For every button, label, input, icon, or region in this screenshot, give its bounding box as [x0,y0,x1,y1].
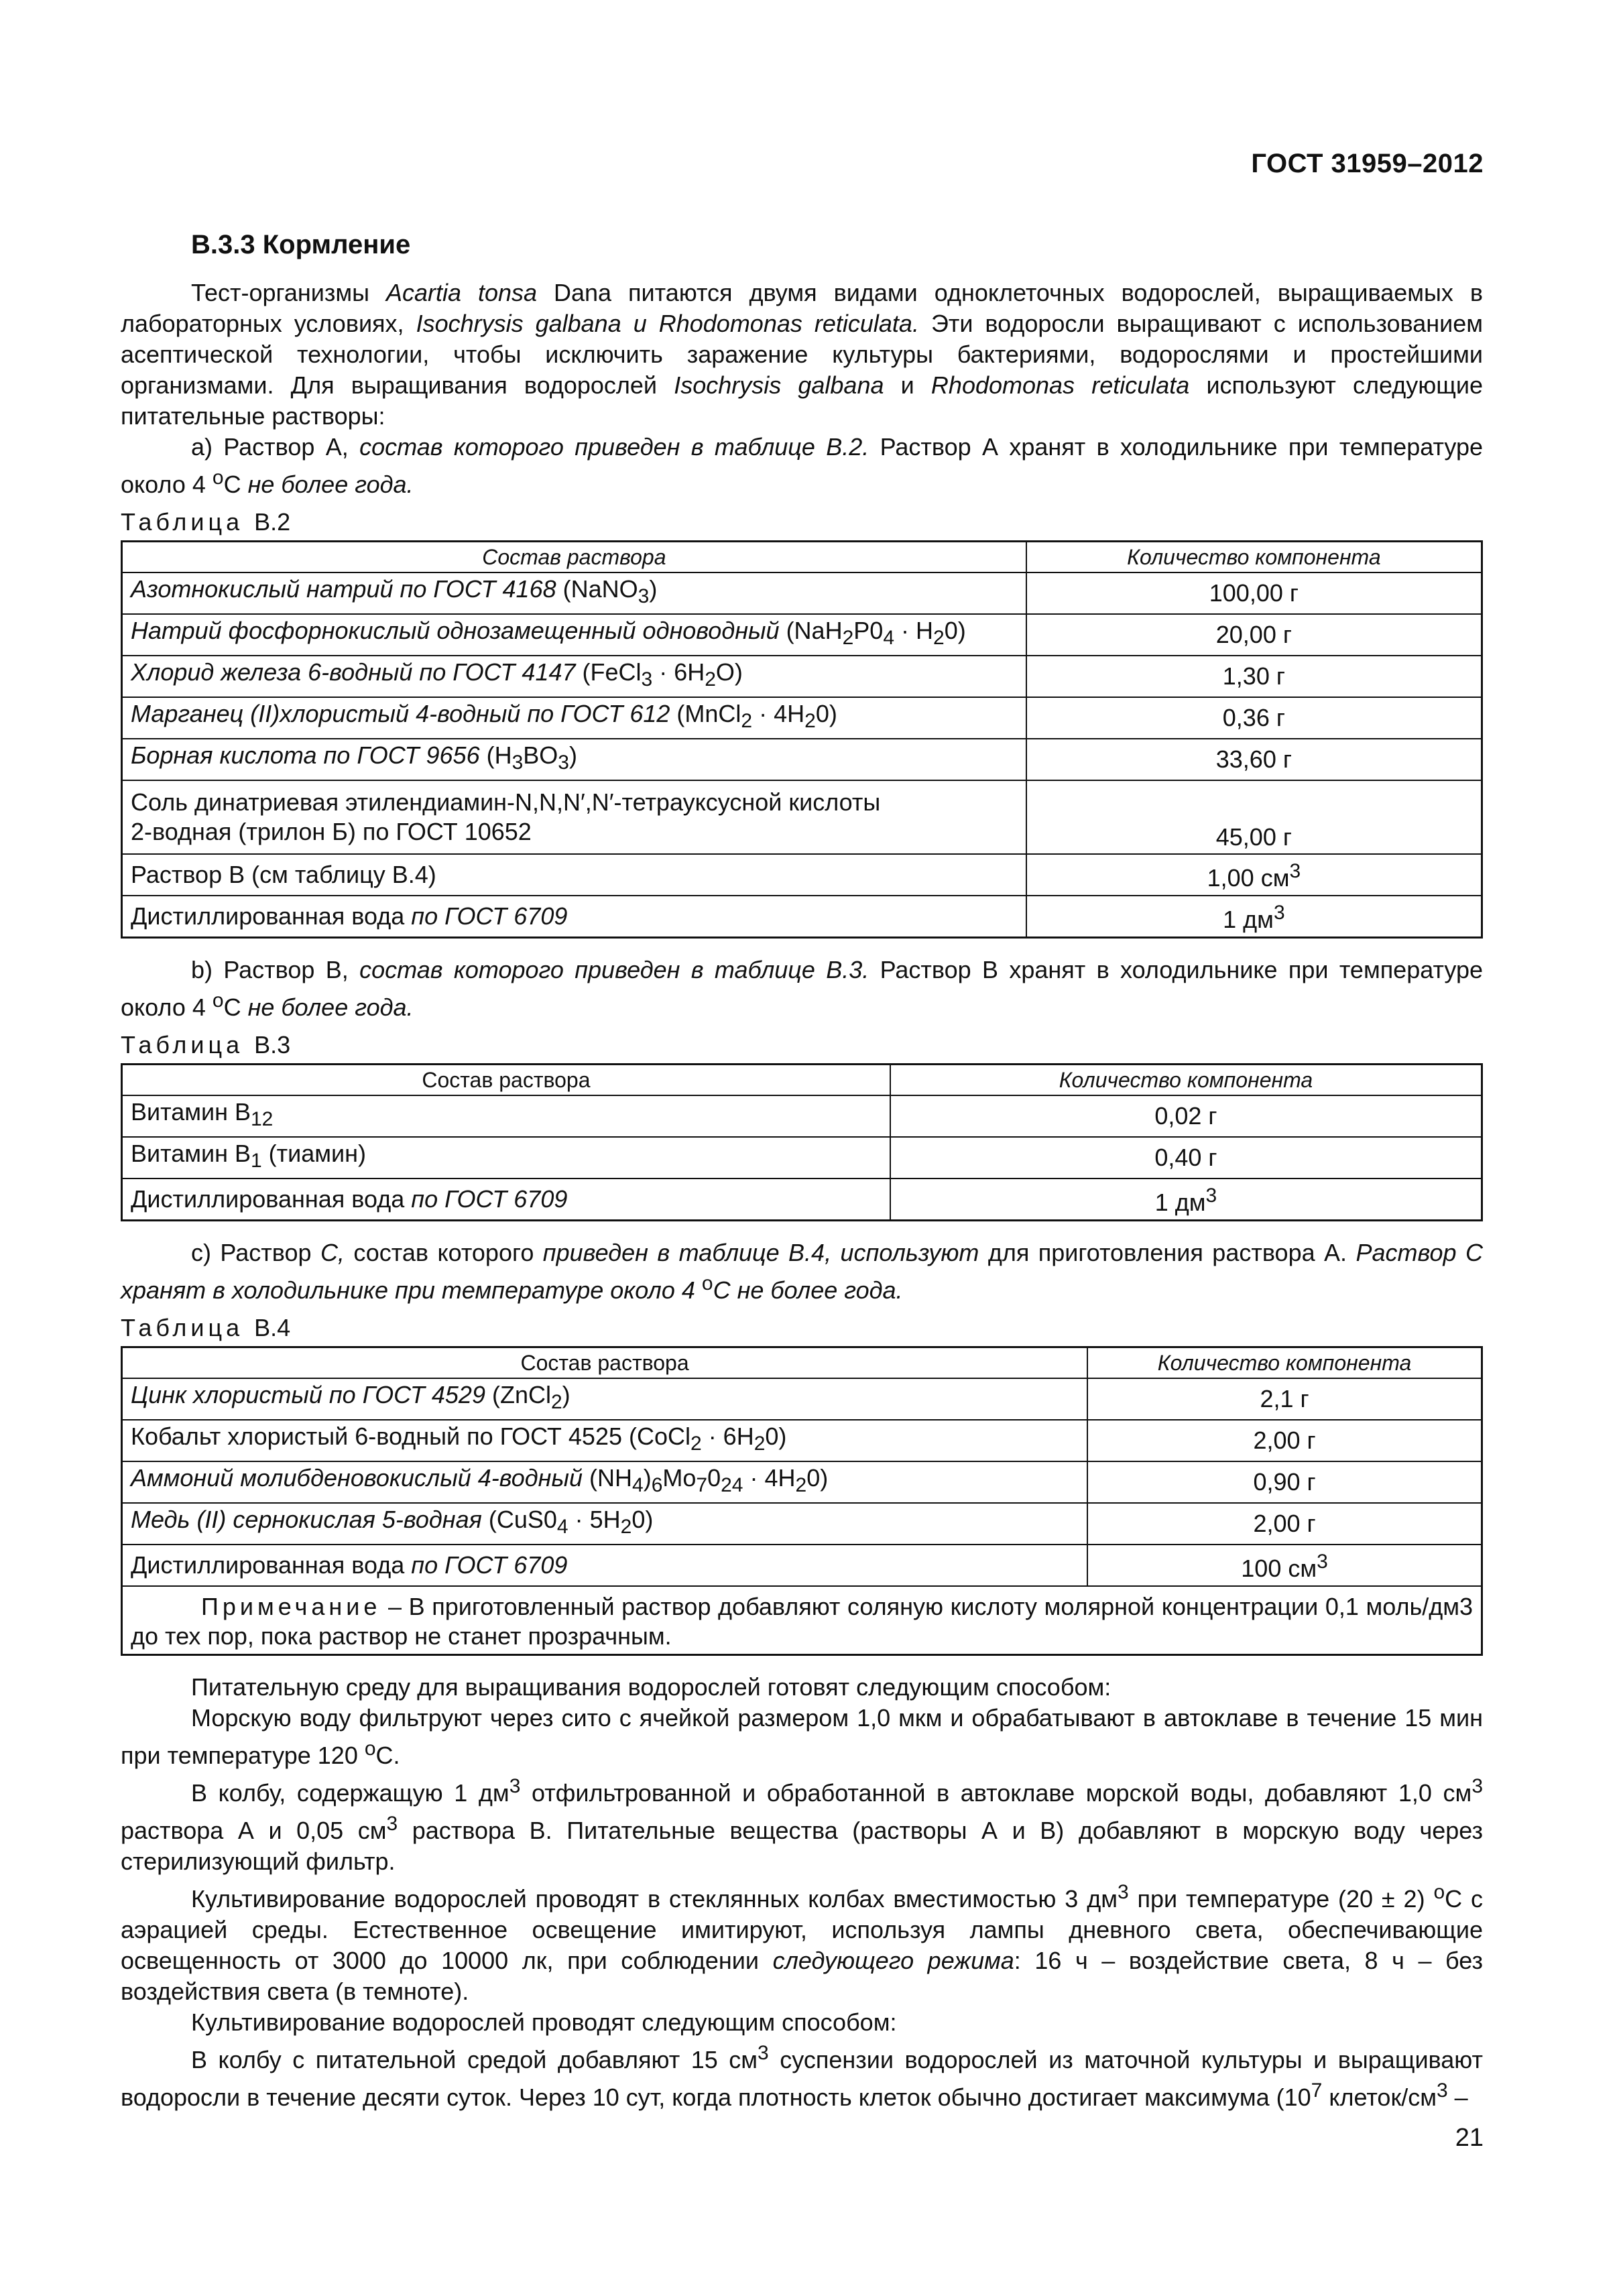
component-name: Хлорид железа 6-водный по ГОСТ 4147 [131,658,576,686]
column-header: Состав раствора [122,1347,1088,1379]
text: С с аэрацией среды. Естественное освещение имитируют, используя лампы дневного света, обеспечивающие освещенность от 3000 до 10000 лк, при соблюдении [121,1885,1483,1974]
text-italic: С не более года. [713,1276,903,1304]
text: при температуре (20 ± 2) [1128,1885,1434,1913]
table-row [122,854,1482,896]
formula: 0) [815,700,837,728]
intro-paragraph [121,278,1483,432]
algae-names: Isochrysis galbana и Rhodomonas reticulata. [416,310,919,337]
formula-sub: 2 [705,668,716,691]
formula-sub: 12 [250,1108,274,1131]
component-name: Дистиллированная вода [131,902,412,930]
text-italic: С, [320,1239,345,1266]
column-header: Состав раствора [122,1065,890,1096]
intro-text: Эти водоросли выращивают с использованием асептической технологии, чтобы исключить заражение культуры бактериями, водорослями и простейшими организмами. Для выращивания водорослей [121,310,1483,399]
table-header-row [122,1065,1482,1096]
amount-cell: 2,00 г [1087,1420,1482,1461]
formula: (H [479,741,512,770]
component-cell [122,780,1026,854]
caption-number: В.4 [254,1314,291,1341]
text-italic: не более года. [247,471,414,498]
formula-sub: 4 [632,1474,644,1497]
table-row [122,739,1482,780]
formula-sub: 2 [620,1516,632,1538]
table-note-row [122,1586,1482,1655]
formula: (MnCl [670,700,741,728]
formula: BO [523,741,558,770]
text: Раствор А хранят в холодильнике при температуре около 4 [121,433,1483,498]
component-cell [122,1545,1088,1586]
amount-cell: 45,00 г [1026,780,1482,854]
formula-sub: 2 [933,627,945,650]
table-row [122,1461,1482,1503]
component-name: Аммоний молибденовокислый 4-водный [131,1464,583,1492]
algae-name: Rhodomonas reticulata [930,371,1190,399]
component-name: Дистиллированная вода [131,1551,412,1579]
body-paragraph: Культивирование водорослей проводят следующим способом: [191,2008,897,2036]
component-name: Витамин B [131,1140,251,1168]
text-italic: не более года. [247,993,414,1021]
text: : 16 ч – воздействие света, 8 ч – без воздействия света (в темноте). [121,1947,1483,2005]
table-row [122,697,1482,739]
component-cell [122,739,1026,780]
degree-mark: o [701,1272,713,1294]
component-cell [122,614,1026,656]
formula-sub: 3 [558,751,569,774]
exponent: 7 [1311,2079,1323,2102]
amount-cell [1026,896,1482,938]
text: В колбу, содержащую 1 дм [191,1779,509,1807]
component-name: Марганец (II)хлористый 4-водный по ГОСТ 612 [131,700,670,728]
unit-sup: 3 [1317,1551,1328,1573]
unit-sup: 3 [509,1775,521,1797]
component-cell [122,1503,1088,1545]
formula-sub: 2 [754,1433,766,1455]
standard-ref: по ГОСТ 6709 [411,1185,568,1213]
column-header: Количество компонента [1026,542,1482,573]
unit-sup: 3 [1471,1775,1483,1797]
amount-cell [1026,854,1482,896]
degree-mark: o [212,989,224,1012]
body-paragraph: Питательную среду для выращивания водорослей готовят следующим способом: [191,1673,1111,1701]
formula: O) [715,658,743,686]
formula: 0) [944,617,966,645]
text: Морскую воду фильтруют через сито с ячейкой размером 1,0 мкм и обрабатывают в автоклаве в течение 15 мин при температуре 120 [121,1704,1483,1769]
amount-value: 100 см [1241,1555,1317,1582]
note-text: – В приготовленный раствор добавляют соляную кислоту молярной концентрации 0,1 моль/дм3 до тех пор, пока раствор не станет прозрачным. [131,1593,1473,1650]
component-name: Кобальт хлористый 6-водный по ГОСТ 4525 (CoCl [131,1423,690,1451]
component-name: Медь (II) сернокислая 5-водная [131,1506,482,1534]
text: для приготовления раствора А. [979,1239,1356,1266]
amount-cell [890,1179,1482,1221]
unit-sup: 3 [1117,1881,1129,1903]
formula-sub: 6 [651,1474,663,1497]
formula-sub: 3 [638,585,650,608]
formula: (NH [583,1464,632,1492]
component-cell: Раствор В (см таблицу В.4) [122,854,1026,896]
table-caption [121,1313,1483,1343]
component-name: Азотнокислый натрий по ГОСТ 4168 [131,575,556,603]
component-cell [122,1420,1088,1461]
caption-label: Таблица [121,1031,244,1059]
formula: · 4H [752,700,805,728]
component-name: Натрий фосфорнокислый однозамещенный одноводный [131,617,780,645]
column-header: Количество компонента [1087,1347,1482,1379]
caption-number: В.3 [254,1031,291,1059]
degree-mark: o [1433,1881,1445,1903]
amount-cell: 2,1 г [1087,1378,1482,1420]
unit-sup: 3 [1205,1185,1217,1207]
table-header-row [122,1347,1482,1379]
amount-cell: 0,02 г [890,1095,1482,1137]
text-italic: состав которого приведен в таблице В.3. [359,956,869,983]
text-italic: следующего режима [772,1947,1014,1974]
degree-mark: o [364,1738,376,1760]
formula: · 6H [701,1423,754,1451]
formula: · 4H [743,1464,796,1492]
table-header-row [122,542,1482,573]
text: суспензии водорослей из маточной культуры и выращивают водоросли в течение десяти суток. Через 10 сут, когда плотность клеток обычно достигает максимума (10 [121,2046,1483,2111]
component-cell [122,896,1026,938]
amount-value: 1,00 см [1207,864,1290,892]
formula: (NaH [779,617,843,645]
body-paragraph [121,1771,1483,1877]
formula: P0 [853,617,884,645]
unit-sup: 3 [1273,902,1285,924]
formula: ) [643,1464,652,1492]
caption-label: Таблица [121,508,244,536]
text: а) Раствор А, [191,433,360,461]
component-cell [122,697,1026,739]
amount-cell [1087,1545,1482,1586]
formula-sub: 4 [883,627,894,650]
table-row [122,1503,1482,1545]
component-name: Витамин B [131,1098,251,1126]
table-row [122,1179,1482,1221]
column-header: Количество компонента [890,1065,1482,1096]
formula: 0 [707,1464,721,1492]
formula: 0) [632,1506,654,1534]
intro-text: и [884,371,931,399]
formula-sub: 3 [641,668,653,691]
unit-sup: 3 [386,1813,398,1835]
component-name: Борная кислота по ГОСТ 9656 [131,741,480,770]
page-content [121,228,1483,2113]
note-label: Примечание [201,1593,381,1620]
formula: ) [649,575,658,603]
text: С. [375,1742,400,1769]
section-heading: В.3.3 Кормление [191,230,411,259]
formula-sub: 2 [795,1474,807,1497]
caption-number: В.2 [254,508,291,536]
formula: (CuS0 [481,1506,557,1534]
table-b3 [121,1063,1483,1221]
component-cell [122,1137,890,1179]
table-row [122,1545,1482,1586]
table-caption [121,1030,1483,1061]
column-header: Состав раствора [122,542,1026,573]
standard-ref: по ГОСТ 6709 [411,902,568,930]
table-row [122,780,1482,854]
formula: · 6H [652,658,705,686]
formula-sub: 1 [250,1150,262,1172]
formula: · H [894,617,933,645]
text: b) Раствор В, [191,956,360,983]
table-note [122,1586,1482,1655]
formula: ) [568,741,577,770]
component-cell [122,1095,890,1137]
intro-text: Тест-организмы [191,279,386,306]
formula-sub: 2 [804,710,816,733]
text: клеток/см [1322,2083,1437,2111]
text: раствора В. Питательные вещества (растворы А и В) добавляют в морскую воду через стерилизующий фильтр. [121,1817,1483,1875]
amount-cell: 2,00 г [1087,1503,1482,1545]
table-b4 [121,1346,1483,1656]
body-paragraph [121,2038,1483,2113]
formula-sub: 2 [550,1391,562,1414]
formula-sub: 3 [512,751,524,774]
species-name: Acartia tonsa [385,279,538,306]
table-row [122,656,1482,697]
caption-label: Таблица [121,1314,244,1341]
formula: ) [562,1381,570,1409]
amount-cell: 0,90 г [1087,1461,1482,1503]
amount-cell: 100,00 г [1026,572,1482,614]
text: – [1447,2083,1468,2111]
unit-sup: 3 [758,2042,769,2064]
text: С [223,471,248,498]
body-paragraph [121,1877,1483,2007]
formula-sub: 4 [556,1516,568,1538]
component-cell [122,656,1026,697]
text: В колбу с питательной средой добавляют 15 см [191,2046,758,2073]
component-cell [122,1378,1088,1420]
formula: 0) [806,1464,829,1492]
formula-sub: 2 [842,627,854,650]
text: Раствор В хранят в холодильнике при температуре около 4 [121,956,1483,1021]
degree-mark: o [212,467,224,489]
unit-sup: 3 [1436,2079,1448,2102]
text: отфильтрованной и обработанной в автоклаве морской воды, добавляют 1,0 см [520,1779,1472,1807]
text-italic: состав которого приведен в таблице В.2. [359,433,869,461]
solution-b-paragraph [121,955,1483,1023]
text: Культивирование водорослей проводят в стеклянных колбах вместимостью 3 дм [191,1885,1118,1913]
table-row [122,614,1482,656]
formula-sub: 2 [741,710,753,733]
formula: (ZnCl [485,1381,551,1409]
unit-sup: 3 [1289,860,1301,882]
component-name: Соль динатриевая этилендиамин-N,N,N′,N′-тетрауксусной кислоты [131,788,881,816]
text: раствора А и 0,05 см [121,1817,387,1844]
formula: Mo [662,1464,697,1492]
formula: · 5H [568,1506,621,1534]
text-italic: Раствор С хранят в холодильнике при температуре около 4 [121,1239,1483,1304]
solution-a-paragraph [121,432,1483,500]
table-row [122,1420,1482,1461]
text: С [223,993,248,1021]
text: с) Раствор [191,1239,320,1266]
component-name: (тиамин) [261,1140,367,1168]
component-cell [122,1179,890,1221]
table-row [122,1095,1482,1137]
component-name: Цинк хлористый по ГОСТ 4529 [131,1381,485,1409]
amount-value: 1 дм [1223,906,1274,933]
table-row [122,1378,1482,1420]
table-row [122,896,1482,938]
standard-ref: по ГОСТ 6709 [411,1551,568,1579]
component-cell [122,572,1026,614]
solution-c-paragraph [121,1237,1483,1306]
amount-cell: 0,40 г [890,1137,1482,1179]
body-paragraph [121,1703,1483,1771]
formula-sub: 2 [690,1433,702,1455]
formula-sub: 24 [721,1474,743,1497]
formula: 0) [765,1423,787,1451]
amount-cell: 33,60 г [1026,739,1482,780]
algae-name: Isochrysis galbana [674,371,884,399]
component-name: Дистиллированная вода [131,1185,412,1213]
amount-cell: 20,00 г [1026,614,1482,656]
page-number: 21 [1455,2124,1484,2152]
document-code: ГОСТ 31959–2012 [1251,149,1484,178]
formula-sub: 7 [696,1474,708,1497]
intro-text: Dana питаются двумя видами одноклеточных водорослей, выращиваемых в лабораторных условиях, [121,279,1483,337]
text-italic: приведен в таблице В.4, используют [542,1239,979,1266]
table-caption [121,507,1483,538]
amount-value: 1 дм [1154,1189,1206,1216]
intro-text: используют следующие питательные растворы: [121,371,1483,430]
formula: (NaNO [556,575,638,603]
table-row [122,1137,1482,1179]
component-name: 2-водная (трилон Б) по ГОСТ 10652 [131,818,532,845]
component-cell [122,1461,1088,1503]
amount-cell: 1,30 г [1026,656,1482,697]
text: состав которого [344,1239,543,1266]
table-row [122,572,1482,614]
table-b2 [121,540,1483,939]
amount-cell: 0,36 г [1026,697,1482,739]
formula: (FeCl [575,658,642,686]
